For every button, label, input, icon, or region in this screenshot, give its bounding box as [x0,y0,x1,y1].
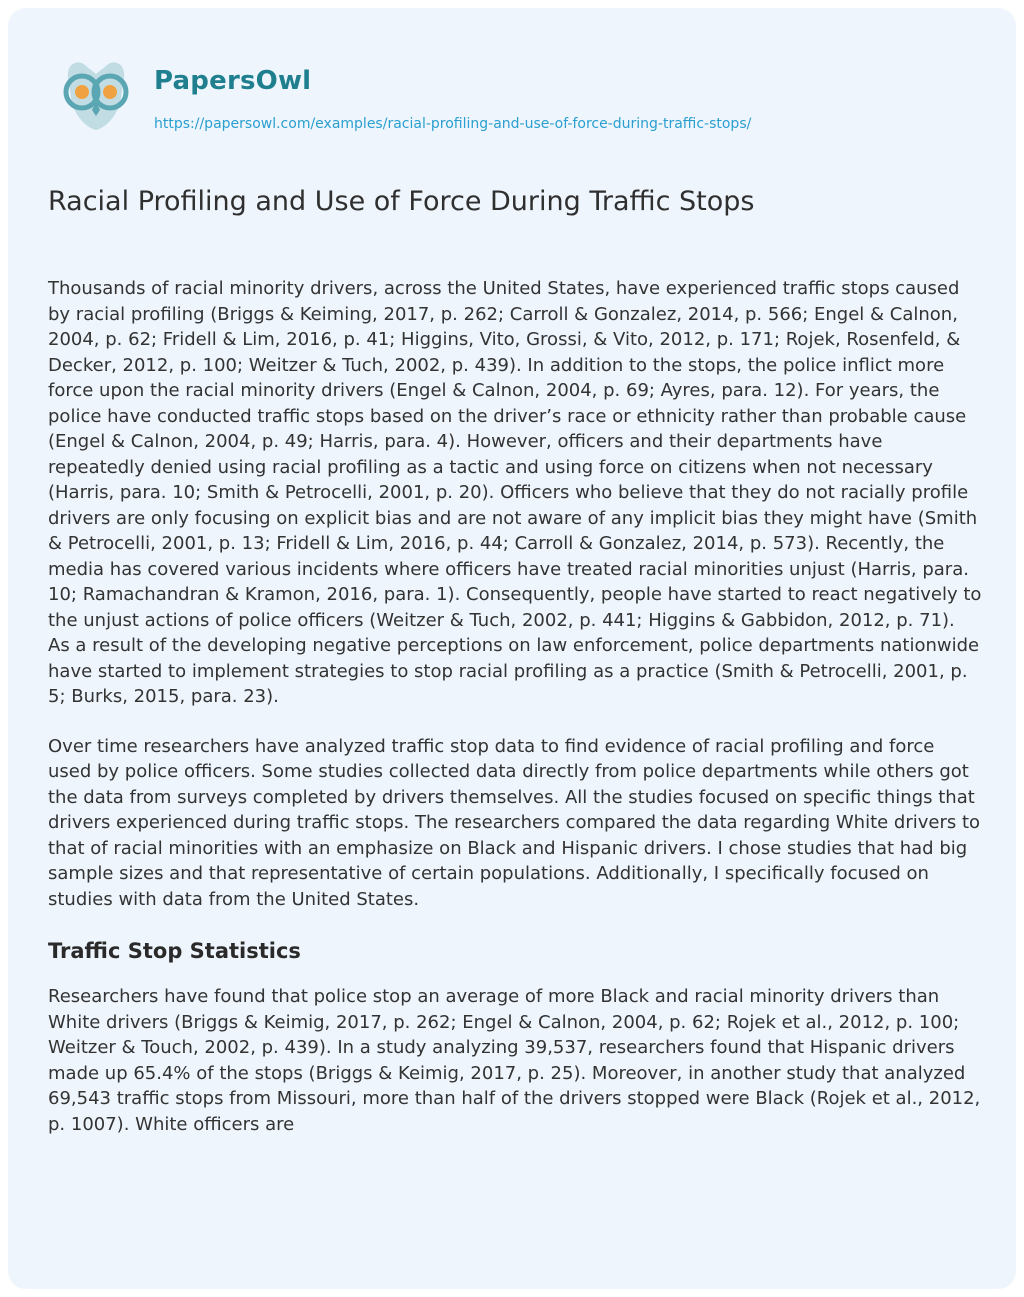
document-title: Racial Profiling and Use of Force During Traffic Stops [48,186,755,217]
site-header [48,36,978,136]
page-url-link[interactable]: https://papersowl.com/examples/racial-profiling-and-use-of-force-during-traffic-stops/ [154,116,752,132]
body-paragraph: Over time researchers have analyzed traffic stop data to find evidence of racial profiling and force used by police officers. Some studies collected data directly from police departments while others got the data from surveys completed by drivers themselves. All the studies focused on specific things that drivers experienced during traffic stops. The researchers compared the data regarding White drivers to that of racial minorities with an emphasize on Black and Hispanic drivers. I chose studies that had big sample sizes and that representative of certain populations. Additionally, I specifically focused on studies with data from the United States. [48,735,981,910]
owl-logo-graphic [48,44,144,140]
document-body [48,276,982,1137]
brand-name[interactable]: PapersOwl [154,66,312,96]
section-heading: Traffic Stop Statistics [48,939,301,963]
section-paragraph: Researchers have found that police stop an average of more Black and racial minority drivers than White drivers (Briggs & Keimig, 2017, p. 262; Engel & Calnon, 2004, p. 62; Rojek et al., 2012, p. 100; Weitzer & Touch, 2002, p. 439). In a study analyzing 39,537, researchers found that Hispanic drivers made up 65.4% of the stops (Briggs & Keimig, 2017, p. 25). Moreover, in another study that analyzed 69,543 traffic stops from Missouri, more than half of the drivers stopped were Black (Rojek et al., 2012, p. 1007). White officers are [48,986,981,1135]
document-card [8,8,1016,1289]
owl-logo-icon[interactable] [48,44,144,140]
body-paragraph: Thousands of racial minority drivers, across the United States, have experienced traffic stops caused by racial profiling (Briggs & Keiming, 2017, p. 262; Carroll & Gonzalez, 2014, p. 566; Engel & Calnon, 2004, p. 62; Fridell & Lim, 2016, p. 41; Higgins, Vito, Grossi, & Vito, 2012, p. 171; Rojek, Rosenfeld, & Decker, 2012, p. 100; Weitzer & Tuch, 2002, p. 439). In addition to the stops, the police inflict more force upon the racial minority drivers (Engel & Calnon, 2004, p. 69; Ayres, para. 12). For years, the police have conducted traffic stops based on the driver’s race or ethnicity rather than probable cause (Engel & Calnon, 2004, p. 49; Harris, para. 4). However, officers and their departments have repeatedly denied using racial profiling as a tactic and using force on citizens when not necessary (Harris, para. 10; Smith & Petrocelli, 2001, p. 20). Officers who believe that they do not racially profile drivers are only focusing on explicit bias and are not aware of any implicit bias they might have (Smith & Petrocelli, 2001, p. 13; Fridell & Lim, 2016, p. 44; Carroll & Gonzalez, 2014, p. 573). Recently, the media has covered various incidents where officers have treated racial minorities unjust (Harris, para. 10; Ramachandran & Kramon, 2016, para. 1). Consequently, people have started to react negatively to the unjust actions of police officers (Weitzer & Tuch, 2002, p. 441; Higgins & Gabbidon, 2012, p. 71). As a result of the developing negative perceptions on law enforcement, police departments nationwide have started to implement strategies to stop racial profiling as a practice (Smith & Petrocelli, 2001, p. 5; Burks, 2015, para. 23). [48,278,982,707]
